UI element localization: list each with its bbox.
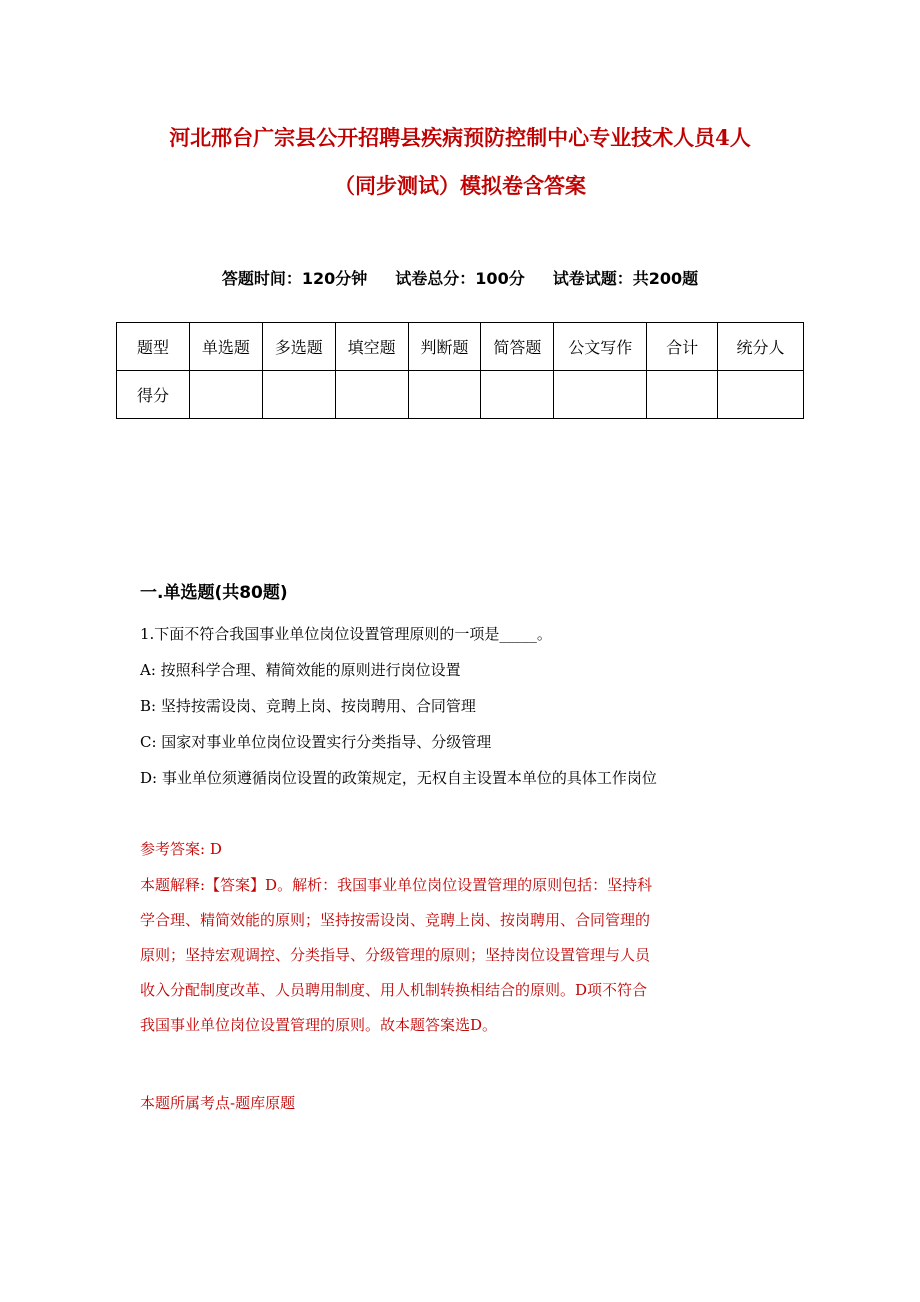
explanation-line: 学合理、精简效能的原则；坚持按需设岗、竞聘上岗、按岗聘用、合同管理的 xyxy=(140,911,651,929)
knowledge-point: 本题所属考点-题库原题 xyxy=(140,1094,296,1112)
answer-explanation xyxy=(140,868,780,1043)
section-title: 一.单选题(共80题) xyxy=(140,583,288,603)
score-cell[interactable] xyxy=(189,371,262,419)
score-cell[interactable] xyxy=(718,371,804,419)
score-cell[interactable] xyxy=(335,371,408,419)
exam-question-count: 试卷试题：共200题 xyxy=(552,269,699,288)
explanation-line: 本题解释:【答案】D。解析：我国事业单位岗位设置管理的原则包括：坚持科 xyxy=(140,876,653,894)
score-header-cell: 公文写作 xyxy=(554,323,647,371)
score-cell[interactable] xyxy=(262,371,335,419)
score-header-cell: 简答题 xyxy=(481,323,554,371)
question-stem: 1.下面不符合我国事业单位岗位设置管理原则的一项是_____。 xyxy=(140,625,552,643)
score-header-cell: 多选题 xyxy=(262,323,335,371)
score-header-cell: 单选题 xyxy=(189,323,262,371)
score-cell[interactable] xyxy=(481,371,554,419)
score-header-cell: 判断题 xyxy=(408,323,481,371)
score-header-cell: 题型 xyxy=(117,323,190,371)
exam-time: 答题时间：120分钟 xyxy=(221,269,368,288)
score-table xyxy=(116,322,804,419)
score-cell[interactable] xyxy=(647,371,718,419)
score-table-header-row xyxy=(117,323,804,371)
score-header-cell: 合计 xyxy=(647,323,718,371)
option-a: A: 按照科学合理、精简效能的原则进行岗位设置 xyxy=(140,661,461,679)
document-title-line1: 河北邢台广宗县公开招聘县疾病预防控制中心专业技术人员4人 xyxy=(169,125,751,150)
score-header-cell: 填空题 xyxy=(335,323,408,371)
score-row-label: 得分 xyxy=(117,371,190,419)
explanation-line: 我国事业单位岗位设置管理的原则。故本题答案选D。 xyxy=(140,1016,498,1034)
exam-total-score: 试卷总分：100分 xyxy=(395,269,525,288)
explanation-line: 原则；坚持宏观调控、分类指导、分级管理的原则；坚持岗位设置管理与人员 xyxy=(140,946,651,964)
explanation-line: 收入分配制度改革、人员聘用制度、用人机制转换相结合的原则。D项不符合 xyxy=(140,981,648,999)
score-cell[interactable] xyxy=(408,371,481,419)
score-cell[interactable] xyxy=(554,371,647,419)
option-d: D: 事业单位须遵循岗位设置的政策规定，无权自主设置本单位的具体工作岗位 xyxy=(140,769,657,787)
reference-answer: 参考答案: D xyxy=(140,840,222,858)
option-b: B: 坚持按需设岗、竞聘上岗、按岗聘用、合同管理 xyxy=(140,697,476,715)
exam-info xyxy=(60,266,860,289)
option-c: C: 国家对事业单位岗位设置实行分类指导、分级管理 xyxy=(140,733,492,751)
score-table-score-row xyxy=(117,371,804,419)
document-title-line2: （同步测试）模拟卷含答案 xyxy=(334,173,586,198)
score-header-cell: 统分人 xyxy=(718,323,804,371)
